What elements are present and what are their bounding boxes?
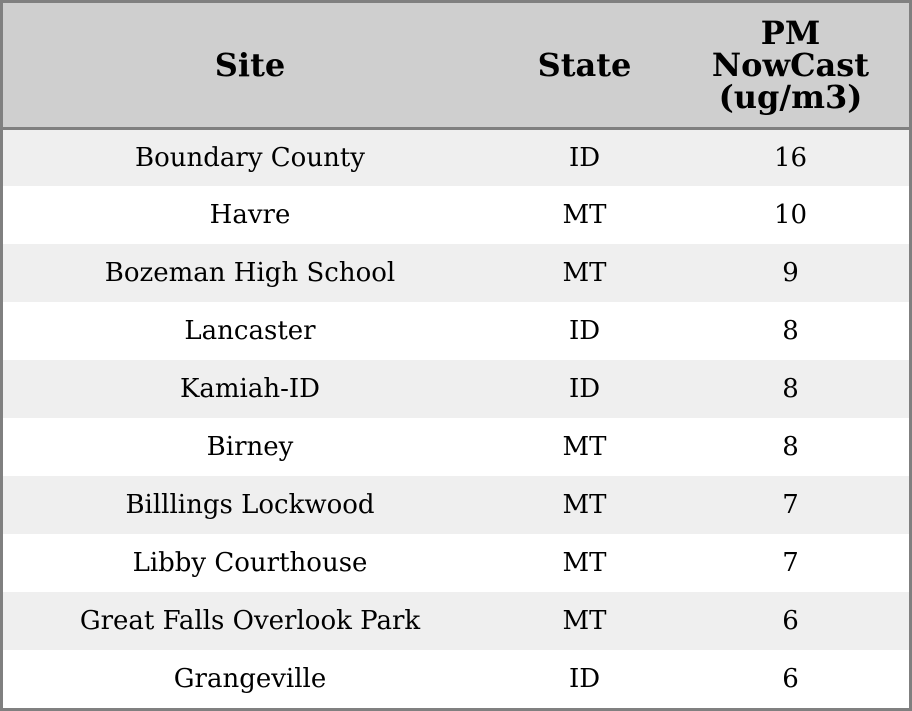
table-row bbox=[3, 650, 909, 707]
cell-site: Havre bbox=[3, 186, 497, 244]
cell-pm: 8 bbox=[672, 418, 909, 476]
cell-site: Billlings Lockwood bbox=[3, 476, 497, 534]
table-row bbox=[3, 302, 909, 360]
cell-site: Libby Courthouse bbox=[3, 534, 497, 592]
cell-site: Lancaster bbox=[3, 302, 497, 360]
pm-nowcast-table bbox=[3, 3, 909, 707]
table-row bbox=[3, 128, 909, 186]
header-pm-line2: NowCast bbox=[711, 45, 870, 84]
cell-pm: 7 bbox=[672, 476, 909, 534]
header-row bbox=[3, 3, 909, 128]
table-row bbox=[3, 592, 909, 650]
cell-pm: 6 bbox=[672, 650, 909, 707]
table-row bbox=[3, 360, 909, 418]
table-body bbox=[3, 128, 909, 707]
cell-pm: 6 bbox=[672, 592, 909, 650]
table-row bbox=[3, 244, 909, 302]
cell-site: Kamiah-ID bbox=[3, 360, 497, 418]
header-state: State bbox=[497, 3, 672, 128]
table-row bbox=[3, 476, 909, 534]
cell-state: MT bbox=[497, 418, 672, 476]
header-site: Site bbox=[3, 3, 497, 128]
cell-site: Grangeville bbox=[3, 650, 497, 707]
cell-state: MT bbox=[497, 186, 672, 244]
cell-pm: 7 bbox=[672, 534, 909, 592]
cell-pm: 10 bbox=[672, 186, 909, 244]
cell-state: MT bbox=[497, 476, 672, 534]
cell-state: MT bbox=[497, 244, 672, 302]
cell-state: MT bbox=[497, 592, 672, 650]
cell-pm: 8 bbox=[672, 360, 909, 418]
cell-pm: 9 bbox=[672, 244, 909, 302]
table-row bbox=[3, 186, 909, 244]
cell-site: Birney bbox=[3, 418, 497, 476]
cell-state: ID bbox=[497, 650, 672, 707]
cell-state: ID bbox=[497, 360, 672, 418]
cell-state: ID bbox=[497, 302, 672, 360]
cell-state: MT bbox=[497, 534, 672, 592]
cell-pm: 16 bbox=[672, 128, 909, 186]
cell-pm: 8 bbox=[672, 302, 909, 360]
header-pm-nowcast bbox=[672, 3, 909, 128]
table-row bbox=[3, 534, 909, 592]
header-pm-line1: PM bbox=[760, 13, 821, 52]
table-row bbox=[3, 418, 909, 476]
cell-site: Great Falls Overlook Park bbox=[3, 592, 497, 650]
table-header bbox=[3, 3, 909, 128]
header-pm-line3: (ug/m3) bbox=[718, 77, 863, 116]
cell-site: Bozeman High School bbox=[3, 244, 497, 302]
cell-site: Boundary County bbox=[3, 128, 497, 186]
cell-state: ID bbox=[497, 128, 672, 186]
